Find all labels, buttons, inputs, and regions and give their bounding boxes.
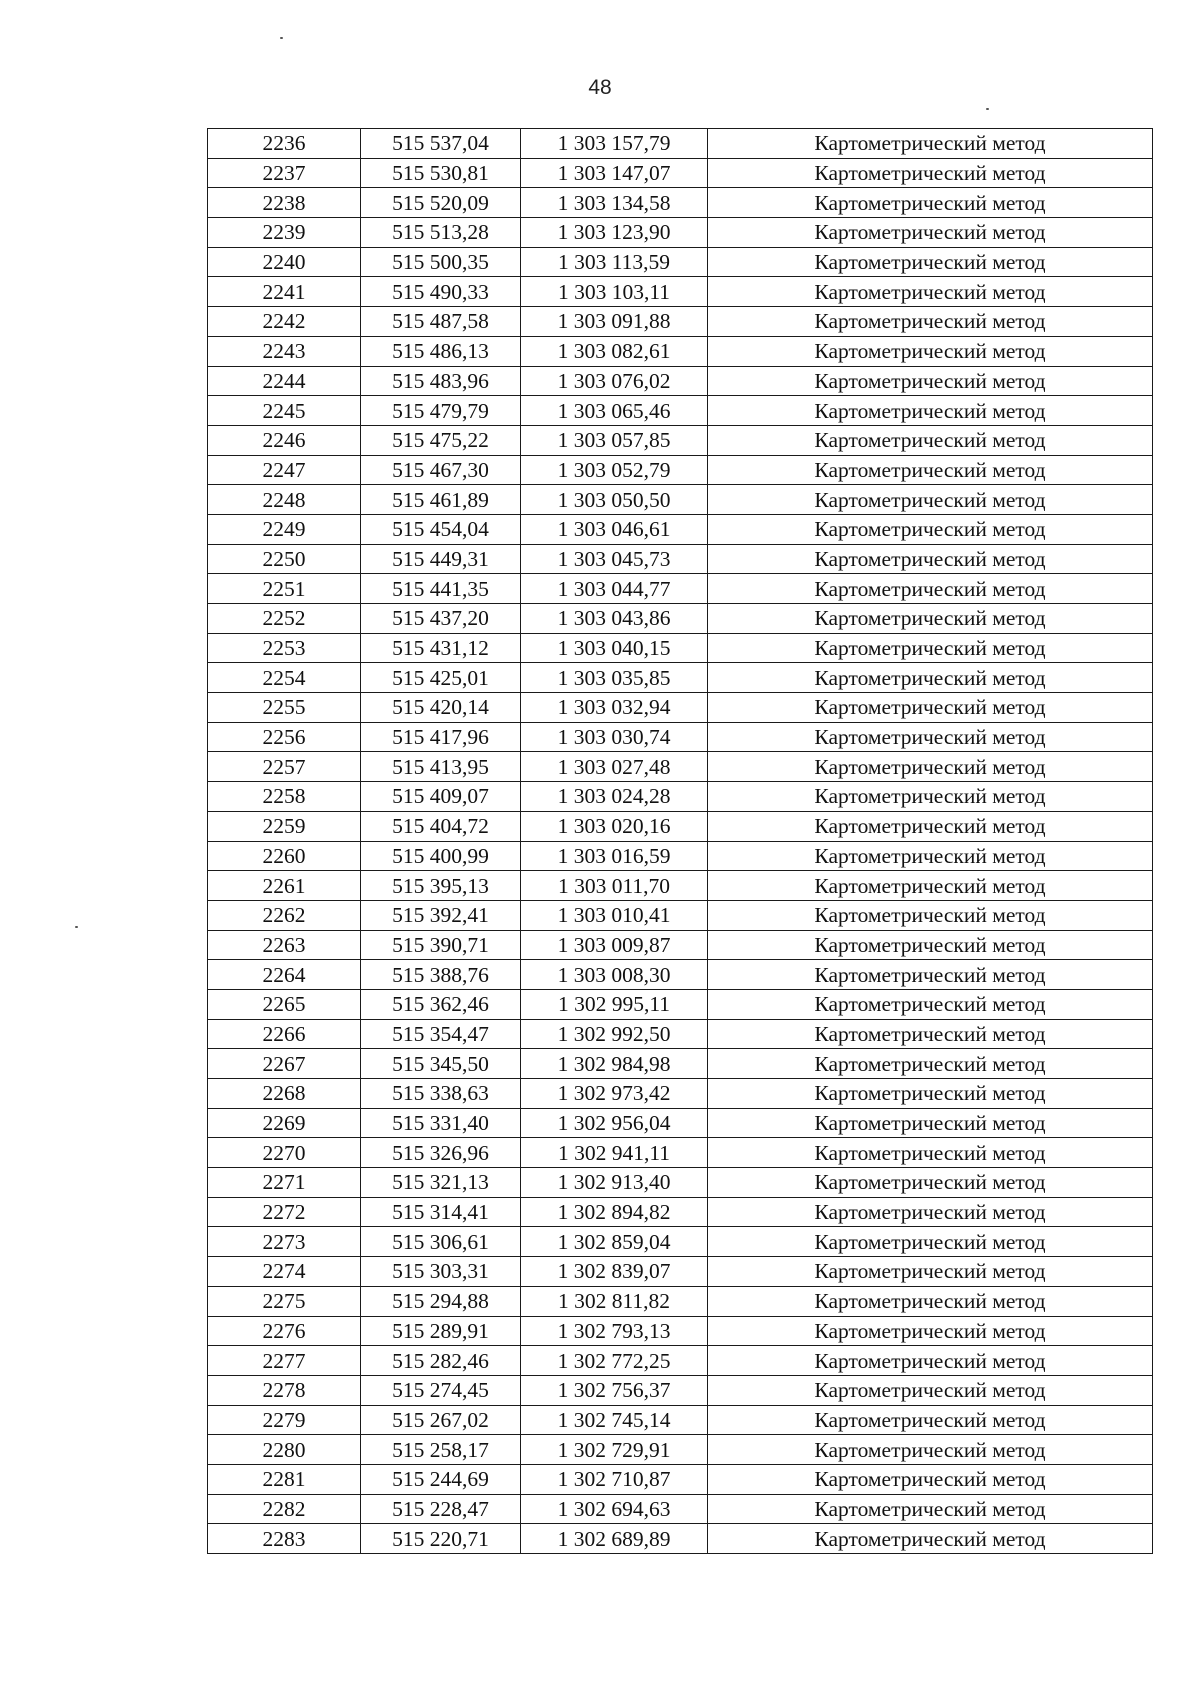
method-cell: Картометрический метод (708, 1375, 1153, 1405)
y-coordinate-cell: 1 303 052,79 (521, 455, 708, 485)
point-number-cell: 2254 (208, 663, 361, 693)
x-coordinate-cell: 515 461,89 (361, 485, 521, 515)
method-cell: Картометрический метод (708, 307, 1153, 337)
point-number-cell: 2256 (208, 722, 361, 752)
table-row (208, 158, 1153, 188)
x-coordinate-cell: 515 274,45 (361, 1375, 521, 1405)
point-number-cell: 2273 (208, 1227, 361, 1257)
table-row (208, 1405, 1153, 1435)
y-coordinate-cell: 1 302 811,82 (521, 1286, 708, 1316)
y-coordinate-cell: 1 303 020,16 (521, 811, 708, 841)
y-coordinate-cell: 1 303 076,02 (521, 366, 708, 396)
method-cell: Картометрический метод (708, 425, 1153, 455)
table-row (208, 1079, 1153, 1109)
y-coordinate-cell: 1 302 984,98 (521, 1049, 708, 1079)
y-coordinate-cell: 1 302 694,63 (521, 1494, 708, 1524)
table-row (208, 900, 1153, 930)
x-coordinate-cell: 515 345,50 (361, 1049, 521, 1079)
scan-speck (280, 37, 283, 39)
y-coordinate-cell: 1 303 027,48 (521, 752, 708, 782)
x-coordinate-cell: 515 228,47 (361, 1494, 521, 1524)
point-number-cell: 2257 (208, 752, 361, 782)
x-coordinate-cell: 515 449,31 (361, 544, 521, 574)
table-row (208, 811, 1153, 841)
method-cell: Картометрический метод (708, 633, 1153, 663)
y-coordinate-cell: 1 303 044,77 (521, 574, 708, 604)
y-coordinate-cell: 1 303 065,46 (521, 396, 708, 426)
point-number-cell: 2246 (208, 425, 361, 455)
coordinates-table (207, 128, 1153, 1554)
x-coordinate-cell: 515 282,46 (361, 1346, 521, 1376)
x-coordinate-cell: 515 479,79 (361, 396, 521, 426)
y-coordinate-cell: 1 303 091,88 (521, 307, 708, 337)
x-coordinate-cell: 515 388,76 (361, 960, 521, 990)
x-coordinate-cell: 515 530,81 (361, 158, 521, 188)
x-coordinate-cell: 515 437,20 (361, 604, 521, 634)
table-row (208, 1316, 1153, 1346)
method-cell: Картометрический метод (708, 218, 1153, 248)
method-cell: Картометрический метод (708, 366, 1153, 396)
y-coordinate-cell: 1 302 710,87 (521, 1464, 708, 1494)
y-coordinate-cell: 1 303 011,70 (521, 871, 708, 901)
x-coordinate-cell: 515 258,17 (361, 1435, 521, 1465)
y-coordinate-cell: 1 303 157,79 (521, 129, 708, 159)
y-coordinate-cell: 1 302 859,04 (521, 1227, 708, 1257)
method-cell: Картометрический метод (708, 1405, 1153, 1435)
method-cell: Картометрический метод (708, 1138, 1153, 1168)
point-number-cell: 2237 (208, 158, 361, 188)
table-row (208, 1375, 1153, 1405)
table-row (208, 1435, 1153, 1465)
method-cell: Картометрический метод (708, 574, 1153, 604)
x-coordinate-cell: 515 420,14 (361, 693, 521, 723)
table-row (208, 129, 1153, 159)
x-coordinate-cell: 515 400,99 (361, 841, 521, 871)
method-cell: Картометрический метод (708, 1168, 1153, 1198)
table-row (208, 188, 1153, 218)
method-cell: Картометрический метод (708, 1019, 1153, 1049)
method-cell: Картометрический метод (708, 871, 1153, 901)
point-number-cell: 2263 (208, 930, 361, 960)
point-number-cell: 2251 (208, 574, 361, 604)
point-number-cell: 2267 (208, 1049, 361, 1079)
point-number-cell: 2277 (208, 1346, 361, 1376)
method-cell: Картометрический метод (708, 1049, 1153, 1079)
method-cell: Картометрический метод (708, 930, 1153, 960)
x-coordinate-cell: 515 338,63 (361, 1079, 521, 1109)
table-row (208, 930, 1153, 960)
table-row (208, 782, 1153, 812)
point-number-cell: 2236 (208, 129, 361, 159)
y-coordinate-cell: 1 303 082,61 (521, 336, 708, 366)
x-coordinate-cell: 515 303,31 (361, 1257, 521, 1287)
method-cell: Картометрический метод (708, 1286, 1153, 1316)
method-cell: Картометрический метод (708, 485, 1153, 515)
point-number-cell: 2247 (208, 455, 361, 485)
method-cell: Картометрический метод (708, 722, 1153, 752)
y-coordinate-cell: 1 303 010,41 (521, 900, 708, 930)
scan-speck (986, 108, 989, 110)
table-row (208, 1227, 1153, 1257)
y-coordinate-cell: 1 303 045,73 (521, 544, 708, 574)
method-cell: Картометрический метод (708, 1316, 1153, 1346)
x-coordinate-cell: 515 454,04 (361, 514, 521, 544)
x-coordinate-cell: 515 487,58 (361, 307, 521, 337)
y-coordinate-cell: 1 302 894,82 (521, 1197, 708, 1227)
table-row (208, 574, 1153, 604)
x-coordinate-cell: 515 537,04 (361, 129, 521, 159)
point-number-cell: 2252 (208, 604, 361, 634)
x-coordinate-cell: 515 331,40 (361, 1108, 521, 1138)
method-cell: Картометрический метод (708, 1524, 1153, 1554)
method-cell: Картометрический метод (708, 811, 1153, 841)
y-coordinate-cell: 1 303 030,74 (521, 722, 708, 752)
method-cell: Картометрический метод (708, 663, 1153, 693)
y-coordinate-cell: 1 303 147,07 (521, 158, 708, 188)
y-coordinate-cell: 1 302 973,42 (521, 1079, 708, 1109)
x-coordinate-cell: 515 483,96 (361, 366, 521, 396)
point-number-cell: 2262 (208, 900, 361, 930)
table-row (208, 633, 1153, 663)
y-coordinate-cell: 1 303 113,59 (521, 247, 708, 277)
point-number-cell: 2255 (208, 693, 361, 723)
x-coordinate-cell: 515 390,71 (361, 930, 521, 960)
method-cell: Картометрический метод (708, 1464, 1153, 1494)
table-row (208, 841, 1153, 871)
table-row (208, 1019, 1153, 1049)
y-coordinate-cell: 1 302 729,91 (521, 1435, 708, 1465)
table-row (208, 604, 1153, 634)
method-cell: Картометрический метод (708, 900, 1153, 930)
point-number-cell: 2238 (208, 188, 361, 218)
x-coordinate-cell: 515 500,35 (361, 247, 521, 277)
method-cell: Картометрический метод (708, 336, 1153, 366)
y-coordinate-cell: 1 302 941,11 (521, 1138, 708, 1168)
point-number-cell: 2272 (208, 1197, 361, 1227)
x-coordinate-cell: 515 441,35 (361, 574, 521, 604)
method-cell: Картометрический метод (708, 1197, 1153, 1227)
point-number-cell: 2239 (208, 218, 361, 248)
point-number-cell: 2266 (208, 1019, 361, 1049)
y-coordinate-cell: 1 303 040,15 (521, 633, 708, 663)
y-coordinate-cell: 1 302 992,50 (521, 1019, 708, 1049)
table-row (208, 544, 1153, 574)
point-number-cell: 2283 (208, 1524, 361, 1554)
y-coordinate-cell: 1 302 756,37 (521, 1375, 708, 1405)
point-number-cell: 2281 (208, 1464, 361, 1494)
y-coordinate-cell: 1 303 016,59 (521, 841, 708, 871)
table-row (208, 247, 1153, 277)
point-number-cell: 2271 (208, 1168, 361, 1198)
point-number-cell: 2244 (208, 366, 361, 396)
point-number-cell: 2265 (208, 989, 361, 1019)
x-coordinate-cell: 515 321,13 (361, 1168, 521, 1198)
point-number-cell: 2260 (208, 841, 361, 871)
y-coordinate-cell: 1 303 103,11 (521, 277, 708, 307)
y-coordinate-cell: 1 302 995,11 (521, 989, 708, 1019)
x-coordinate-cell: 515 467,30 (361, 455, 521, 485)
method-cell: Картометрический метод (708, 841, 1153, 871)
method-cell: Картометрический метод (708, 1494, 1153, 1524)
method-cell: Картометрический метод (708, 514, 1153, 544)
table-row (208, 1286, 1153, 1316)
table-row (208, 1524, 1153, 1554)
x-coordinate-cell: 515 520,09 (361, 188, 521, 218)
point-number-cell: 2241 (208, 277, 361, 307)
x-coordinate-cell: 515 220,71 (361, 1524, 521, 1554)
method-cell: Картометрический метод (708, 396, 1153, 426)
method-cell: Картометрический метод (708, 129, 1153, 159)
table-row (208, 336, 1153, 366)
y-coordinate-cell: 1 302 839,07 (521, 1257, 708, 1287)
method-cell: Картометрический метод (708, 752, 1153, 782)
point-number-cell: 2245 (208, 396, 361, 426)
method-cell: Картометрический метод (708, 693, 1153, 723)
x-coordinate-cell: 515 306,61 (361, 1227, 521, 1257)
x-coordinate-cell: 515 294,88 (361, 1286, 521, 1316)
x-coordinate-cell: 515 244,69 (361, 1464, 521, 1494)
x-coordinate-cell: 515 409,07 (361, 782, 521, 812)
table-row (208, 514, 1153, 544)
method-cell: Картометрический метод (708, 1257, 1153, 1287)
x-coordinate-cell: 515 417,96 (361, 722, 521, 752)
x-coordinate-cell: 515 354,47 (361, 1019, 521, 1049)
y-coordinate-cell: 1 303 043,86 (521, 604, 708, 634)
y-coordinate-cell: 1 303 035,85 (521, 663, 708, 693)
table-row (208, 1464, 1153, 1494)
x-coordinate-cell: 515 326,96 (361, 1138, 521, 1168)
table-row (208, 960, 1153, 990)
point-number-cell: 2264 (208, 960, 361, 990)
point-number-cell: 2280 (208, 1435, 361, 1465)
table-row (208, 871, 1153, 901)
point-number-cell: 2268 (208, 1079, 361, 1109)
table-row (208, 1197, 1153, 1227)
x-coordinate-cell: 515 413,95 (361, 752, 521, 782)
method-cell: Картометрический метод (708, 1108, 1153, 1138)
point-number-cell: 2269 (208, 1108, 361, 1138)
method-cell: Картометрический метод (708, 158, 1153, 188)
y-coordinate-cell: 1 303 032,94 (521, 693, 708, 723)
point-number-cell: 2261 (208, 871, 361, 901)
x-coordinate-cell: 515 267,02 (361, 1405, 521, 1435)
method-cell: Картометрический метод (708, 960, 1153, 990)
x-coordinate-cell: 515 490,33 (361, 277, 521, 307)
point-number-cell: 2274 (208, 1257, 361, 1287)
table-row (208, 989, 1153, 1019)
y-coordinate-cell: 1 302 772,25 (521, 1346, 708, 1376)
point-number-cell: 2248 (208, 485, 361, 515)
y-coordinate-cell: 1 303 123,90 (521, 218, 708, 248)
table-row (208, 1346, 1153, 1376)
table-row (208, 455, 1153, 485)
point-number-cell: 2279 (208, 1405, 361, 1435)
table-row (208, 277, 1153, 307)
x-coordinate-cell: 515 404,72 (361, 811, 521, 841)
y-coordinate-cell: 1 302 956,04 (521, 1108, 708, 1138)
method-cell: Картометрический метод (708, 1435, 1153, 1465)
x-coordinate-cell: 515 395,13 (361, 871, 521, 901)
point-number-cell: 2242 (208, 307, 361, 337)
x-coordinate-cell: 515 486,13 (361, 336, 521, 366)
y-coordinate-cell: 1 303 050,50 (521, 485, 708, 515)
point-number-cell: 2243 (208, 336, 361, 366)
x-coordinate-cell: 515 392,41 (361, 900, 521, 930)
page-number: 48 (588, 76, 612, 99)
y-coordinate-cell: 1 303 024,28 (521, 782, 708, 812)
point-number-cell: 2270 (208, 1138, 361, 1168)
x-coordinate-cell: 515 475,22 (361, 425, 521, 455)
scan-speck (75, 926, 78, 928)
point-number-cell: 2282 (208, 1494, 361, 1524)
method-cell: Картометрический метод (708, 989, 1153, 1019)
method-cell: Картометрический метод (708, 247, 1153, 277)
method-cell: Картометрический метод (708, 277, 1153, 307)
table-row (208, 722, 1153, 752)
point-number-cell: 2259 (208, 811, 361, 841)
point-number-cell: 2253 (208, 633, 361, 663)
table-row (208, 396, 1153, 426)
point-number-cell: 2250 (208, 544, 361, 574)
coordinates-table-body (208, 129, 1153, 1554)
x-coordinate-cell: 515 425,01 (361, 663, 521, 693)
table-row (208, 1138, 1153, 1168)
method-cell: Картометрический метод (708, 604, 1153, 634)
y-coordinate-cell: 1 302 913,40 (521, 1168, 708, 1198)
table-row (208, 1168, 1153, 1198)
table-row (208, 752, 1153, 782)
method-cell: Картометрический метод (708, 1079, 1153, 1109)
table-row (208, 1108, 1153, 1138)
x-coordinate-cell: 515 431,12 (361, 633, 521, 663)
point-number-cell: 2258 (208, 782, 361, 812)
table-row (208, 663, 1153, 693)
method-cell: Картометрический метод (708, 1227, 1153, 1257)
y-coordinate-cell: 1 303 057,85 (521, 425, 708, 455)
y-coordinate-cell: 1 303 134,58 (521, 188, 708, 218)
x-coordinate-cell: 515 289,91 (361, 1316, 521, 1346)
y-coordinate-cell: 1 303 046,61 (521, 514, 708, 544)
method-cell: Картометрический метод (708, 1346, 1153, 1376)
method-cell: Картометрический метод (708, 455, 1153, 485)
point-number-cell: 2275 (208, 1286, 361, 1316)
table-row (208, 425, 1153, 455)
y-coordinate-cell: 1 302 689,89 (521, 1524, 708, 1554)
table-row (208, 218, 1153, 248)
x-coordinate-cell: 515 513,28 (361, 218, 521, 248)
point-number-cell: 2240 (208, 247, 361, 277)
table-row (208, 1257, 1153, 1287)
table-row (208, 693, 1153, 723)
y-coordinate-cell: 1 303 009,87 (521, 930, 708, 960)
x-coordinate-cell: 515 362,46 (361, 989, 521, 1019)
x-coordinate-cell: 515 314,41 (361, 1197, 521, 1227)
y-coordinate-cell: 1 303 008,30 (521, 960, 708, 990)
table-row (208, 485, 1153, 515)
method-cell: Картометрический метод (708, 782, 1153, 812)
point-number-cell: 2249 (208, 514, 361, 544)
method-cell: Картометрический метод (708, 188, 1153, 218)
y-coordinate-cell: 1 302 793,13 (521, 1316, 708, 1346)
table-row (208, 307, 1153, 337)
point-number-cell: 2276 (208, 1316, 361, 1346)
table-row (208, 1494, 1153, 1524)
method-cell: Картометрический метод (708, 544, 1153, 574)
table-row (208, 366, 1153, 396)
point-number-cell: 2278 (208, 1375, 361, 1405)
y-coordinate-cell: 1 302 745,14 (521, 1405, 708, 1435)
table-row (208, 1049, 1153, 1079)
